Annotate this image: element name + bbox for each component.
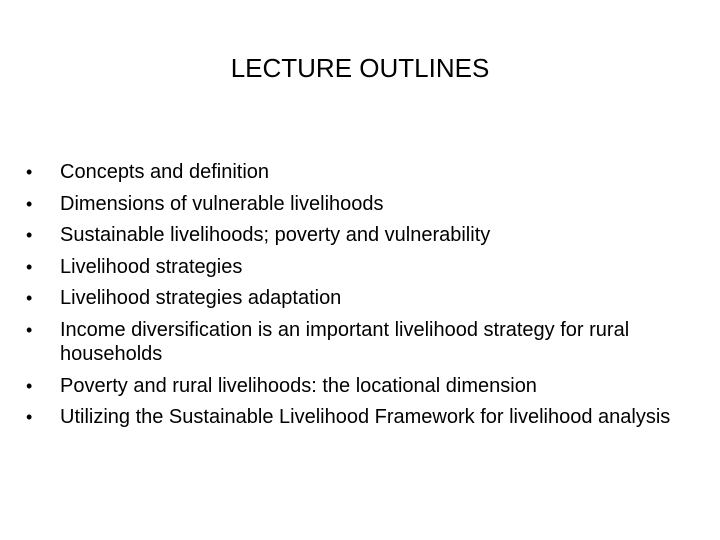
- list-item-text: Sustainable livelihoods; poverty and vulnerability: [60, 224, 491, 246]
- list-item: [26, 160, 706, 185]
- list-item-text: Livelihood strategies adaptation: [60, 287, 342, 309]
- list-item-text: Livelihood strategies: [60, 255, 243, 278]
- list-item-text: Poverty and rural livelihoods: the locational dimension: [60, 374, 537, 397]
- bullet-icon: •: [26, 407, 33, 427]
- bullet-icon: •: [26, 375, 33, 396]
- list-item: [26, 374, 706, 399]
- list-item-text: Income diversification is an important livelihood strategy for rural households: [60, 318, 630, 365]
- list-item-text: Concepts and definition: [60, 161, 270, 183]
- list-item-text: Utilizing the Sustainable Livelihood Framework for livelihood analysis: [60, 406, 671, 428]
- bullet-list: [26, 160, 706, 437]
- slide-title: LECTURE OUTLINES: [230, 53, 490, 83]
- list-item: [26, 405, 706, 430]
- bullet-icon: •: [26, 162, 33, 182]
- list-item: [26, 192, 706, 217]
- list-item: [26, 286, 706, 311]
- bullet-icon: •: [26, 225, 33, 245]
- list-item: [26, 318, 706, 367]
- bullet-icon: •: [26, 256, 33, 277]
- list-item: [26, 223, 706, 248]
- bullet-icon: •: [26, 319, 33, 340]
- list-item-text: Dimensions of vulnerable livelihoods: [60, 192, 384, 215]
- bullet-icon: •: [26, 193, 33, 214]
- list-item: [26, 255, 706, 280]
- bullet-icon: •: [26, 288, 33, 308]
